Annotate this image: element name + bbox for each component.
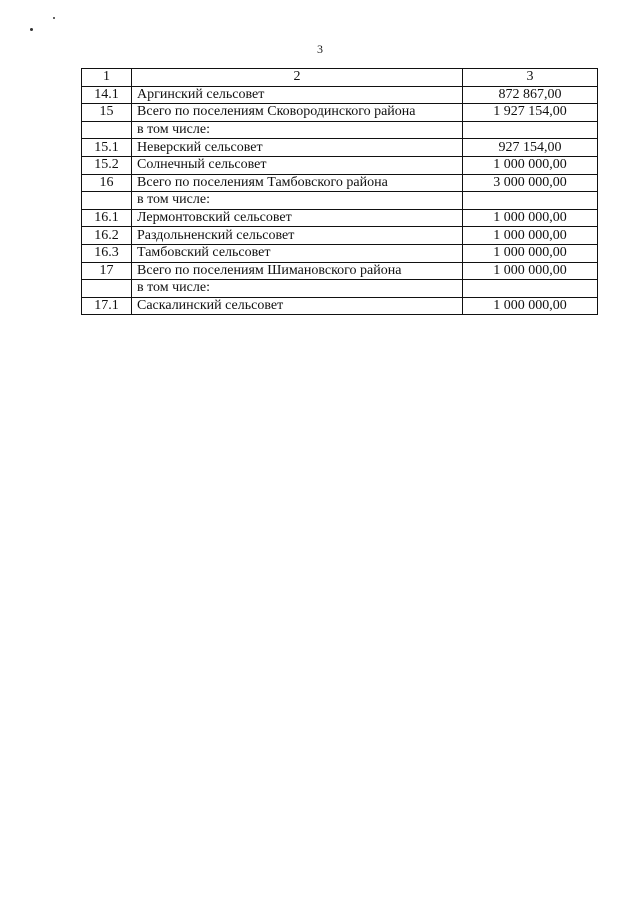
row-number: 17.1 bbox=[82, 297, 132, 315]
row-amount: 1 000 000,00 bbox=[463, 156, 598, 174]
row-number bbox=[82, 121, 132, 139]
row-number: 16 bbox=[82, 174, 132, 192]
row-name: Аргинский сельсовет bbox=[132, 86, 463, 104]
scan-speck bbox=[53, 17, 55, 19]
allocation-table bbox=[81, 68, 598, 315]
table-row bbox=[82, 227, 598, 245]
row-amount bbox=[463, 192, 598, 210]
row-name: Тамбовский сельсовет bbox=[132, 244, 463, 262]
row-number bbox=[82, 192, 132, 210]
row-number: 14.1 bbox=[82, 86, 132, 104]
scan-speck bbox=[30, 28, 33, 31]
row-number: 17 bbox=[82, 262, 132, 280]
header-col-2: 2 bbox=[132, 69, 463, 87]
table-row bbox=[82, 192, 598, 210]
row-name: Всего по поселениям Шимановского района bbox=[132, 262, 463, 280]
row-amount: 1 000 000,00 bbox=[463, 244, 598, 262]
table-row bbox=[82, 244, 598, 262]
row-name: Всего по поселениям Сковородинского района bbox=[132, 104, 463, 122]
row-number: 16.2 bbox=[82, 227, 132, 245]
row-amount: 872 867,00 bbox=[463, 86, 598, 104]
row-amount bbox=[463, 121, 598, 139]
table-header-row bbox=[82, 69, 598, 87]
row-number: 16.1 bbox=[82, 209, 132, 227]
row-name: Саскалинский сельсовет bbox=[132, 297, 463, 315]
row-name: в том числе: bbox=[132, 192, 463, 210]
row-amount: 1 000 000,00 bbox=[463, 262, 598, 280]
row-name: Лермонтовский сельсовет bbox=[132, 209, 463, 227]
row-name: в том числе: bbox=[132, 280, 463, 298]
table-row bbox=[82, 280, 598, 298]
row-name: Солнечный сельсовет bbox=[132, 156, 463, 174]
table-row bbox=[82, 209, 598, 227]
table-body bbox=[82, 69, 598, 315]
row-amount: 1 000 000,00 bbox=[463, 209, 598, 227]
row-amount: 3 000 000,00 bbox=[463, 174, 598, 192]
table-row bbox=[82, 156, 598, 174]
table-row bbox=[82, 174, 598, 192]
row-amount: 1 000 000,00 bbox=[463, 227, 598, 245]
table-row bbox=[82, 121, 598, 139]
table-row bbox=[82, 86, 598, 104]
table-row bbox=[82, 139, 598, 157]
row-number: 16.3 bbox=[82, 244, 132, 262]
table-row bbox=[82, 262, 598, 280]
row-amount bbox=[463, 280, 598, 298]
row-number: 15.2 bbox=[82, 156, 132, 174]
row-amount: 1 927 154,00 bbox=[463, 104, 598, 122]
row-name: Всего по поселениям Тамбовского района bbox=[132, 174, 463, 192]
row-name: Раздольненский сельсовет bbox=[132, 227, 463, 245]
table-row bbox=[82, 104, 598, 122]
row-number: 15 bbox=[82, 104, 132, 122]
row-name: в том числе: bbox=[132, 121, 463, 139]
row-number bbox=[82, 280, 132, 298]
table-row bbox=[82, 297, 598, 315]
row-amount: 1 000 000,00 bbox=[463, 297, 598, 315]
row-name: Неверский сельсовет bbox=[132, 139, 463, 157]
row-amount: 927 154,00 bbox=[463, 139, 598, 157]
page-number: 3 bbox=[317, 42, 323, 56]
row-number: 15.1 bbox=[82, 139, 132, 157]
header-col-1: 1 bbox=[82, 69, 132, 87]
header-col-3: 3 bbox=[463, 69, 598, 87]
